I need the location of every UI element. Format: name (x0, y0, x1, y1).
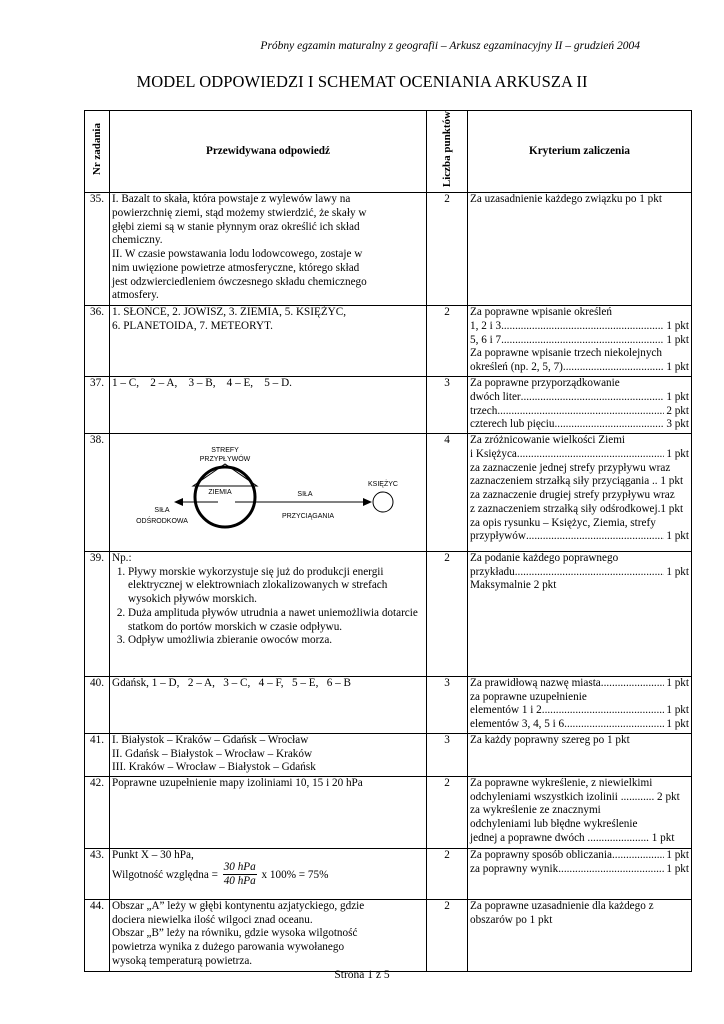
answer-cell: Poprawne uzupełnienie mapy izoliniami 10, 15 i 20 hPa (110, 776, 427, 848)
table-row (85, 733, 692, 776)
row-number: 43. (85, 848, 110, 899)
diagram-label-przyplywow: PRZYPŁYWÓW (199, 455, 251, 463)
points-cell: 2 (427, 848, 468, 899)
row-number: 38. (85, 433, 110, 551)
diagram-label-odsrodkowa: ODŚRODKOWA (136, 517, 188, 525)
diagram-label-sila-2: SIŁA (154, 506, 170, 514)
gravity-arrowhead (363, 498, 372, 506)
page-footer: Strona 1 z 5 (334, 969, 390, 981)
points-cell: 3 (427, 676, 468, 733)
answer-cell: I. Białystok – Kraków – Gdańsk – Wrocław II. Gdańsk – Białystok – Wrocław – Kraków III. Kraków – Wrocław – Białystok – Gdańsk (110, 733, 427, 776)
diagram-label-ziemia: ZIEMIA (208, 488, 232, 496)
row-number: 39. (85, 551, 110, 676)
points-cell: 2 (427, 776, 468, 848)
answer-cell (110, 433, 427, 551)
answer-cell: I. Bazalt to skała, która powstaje z wylewów lawy na powierzchnię ziemi, stąd możemy stwierdzić, że skały w głębi ziemi są w stanie płynnym oraz określić ich skład chemiczny. II. W czasie powstawania lodu lodowcowego, zostaje w nim uwięzione powietrze atmosferyczne, którego skład jest odzwierciedleniem ówczesnego składu chemicznego atmosfery. (110, 192, 427, 305)
tide-diagram (110, 434, 427, 546)
table-row (85, 899, 692, 971)
points-cell: 2 (427, 192, 468, 305)
earth-circle (195, 467, 255, 527)
answer-cell: Gdańsk, 1 – D, 2 – A, 3 – C, 4 – F, 5 – E, 6 – B (110, 676, 427, 733)
diagram-label-strefy: STREFY (211, 446, 239, 454)
criterion-cell: Za uzasadnienie każdego związku po 1 pkt (468, 192, 692, 305)
list-item: 1. Pływy morskie wykorzystuje się już do produkcji energii elektrycznej w elektrowniach zlokalizowanych w strefach wysokich pływów morskich. (128, 566, 424, 607)
header-answer: Przewidywana odpowiedź (110, 111, 427, 193)
list-item: 2. Duża amplituda pływów utrudnia a nawet uniemożliwia dotarcie statkom do portów morskich w czasie odpływu. (128, 607, 424, 635)
table-row (85, 551, 692, 676)
page-header: Próbny egzamin maturalny z geografii – Arkusz egzaminacyjny II – grudzień 2004 (260, 40, 640, 52)
criterion-cell: Za poprawny sposób obliczania ..... 1 pkt za poprawny wynik ..... 1 pkt (468, 848, 692, 899)
criterion-cell: Za każdy poprawny szereg po 1 pkt (468, 733, 692, 776)
points-cell: 4 (427, 433, 468, 551)
list-item: 3. Odpływ umożliwia zbieranie owoców morza. (128, 634, 424, 648)
centrifugal-arrowhead (174, 498, 183, 506)
row-number: 35. (85, 192, 110, 305)
diagram-label-przyciagania: PRZYCIĄGANIA (281, 512, 335, 520)
answer-cell: Punkt X – 30 hPa, Wilgotność względna = $\frac{\text{30 hPa}}{\text{40 hPa}}$ x 100% = 75% (110, 848, 427, 899)
table-row (85, 676, 692, 733)
criterion-cell: Za prawidłową nazwę miasta ..... 1 pkt za poprawne uzupełnienie elementów 1 i 2 ..... 1 pkt elementów 3, 4, 5 i 6 ..... 1 pkt (468, 676, 692, 733)
table-row (85, 776, 692, 848)
answer-cell: 1 – C, 2 – A, 3 – B, 4 – E, 5 – D. (110, 376, 427, 433)
table-row (85, 376, 692, 433)
points-cell: 2 (427, 305, 468, 376)
page-title: MODEL ODPOWIEDZI I SCHEMAT OCENIANIA ARKUSZA II (136, 72, 588, 91)
moon-circle (373, 492, 393, 512)
points-cell: 3 (427, 733, 468, 776)
answer-key-table (84, 110, 692, 972)
header-points: Liczba punktów (427, 111, 468, 193)
points-cell: 3 (427, 376, 468, 433)
criterion-cell: Za poprawne wykreślenie, z niewielkimi odchyleniami wszystkich izolinii ............ 2 pkt za wykreślenie ze znacznymi odchyleniami lub błędne wykreślenie jednej a poprawne dwóch ...................... 1 pkt (468, 776, 692, 848)
criterion-cell: Za zróżnicowanie wielkości Ziemi i Księżyca ..... 1 pkt za zaznaczenie jednej strefy przypływu wraz zaznaczeniem strzałką siły przyciągania .. 1 pkt za zaznaczenie drugiej strefy przypływu wraz z zaznaczeniem strzałką siły odśrodkowej.1 pkt za opis rysunku – Księżyc, Ziemia, strefy przypływów ..... 1 pkt (468, 433, 692, 551)
fraction: $\frac{\text{30 hPa}}{\text{40 hPa}}$ (223, 860, 256, 888)
table-row (85, 305, 692, 376)
table-row (85, 192, 692, 305)
row-number: 37. (85, 376, 110, 433)
diagram-label-sila: SIŁA (297, 490, 313, 498)
points-cell: 2 (427, 551, 468, 676)
row-number: 41. (85, 733, 110, 776)
table-header-row (85, 111, 692, 193)
criterion-cell: Za poprawne wpisanie określeń 1, 2 i 3 ..... 1 pkt 5, 6 i 7 ..... 1 pkt Za poprawne wpisanie trzech niekolejnych określeń (np. 2, 5, 7) ..... 1 pkt (468, 305, 692, 376)
row-number: 40. (85, 676, 110, 733)
answer-cell: Np.: 1. Pływy morskie wykorzystuje się już do produkcji energii elektrycznej w elektrowniach zlokalizowanych w strefach wysokich pływów morskich. 2. Duża amplituda pływów utrudnia a nawet uniemożliwia dotarcie statkom do portów morskich w czasie odpływu. 3. Odpływ umożliwia zbieranie owoców morza. (110, 551, 427, 676)
criterion-cell: Za podanie każdego poprawnego przykładu ..... 1 pkt Maksymalnie 2 pkt (468, 551, 692, 676)
answer-cell: Obszar „A” leży w głębi kontynentu azjatyckiego, gdzie dociera niewielka ilość wilgoci znad oceanu. Obszar „B” leży na równiku, gdzie wysoka wilgotność powietrza wynika z dużego parowania wywołanego wysoką temperaturą powietrza. (110, 899, 427, 971)
row-number: 36. (85, 305, 110, 376)
header-criterion: Kryterium zaliczenia (468, 111, 692, 193)
row-number: 44. (85, 899, 110, 971)
table-row (85, 433, 692, 551)
criterion-cell: Za poprawne uzasadnienie dla każdego z obszarów po 1 pkt (468, 899, 692, 971)
header-nr: Nr zadania (85, 111, 110, 193)
criterion-cell: Za poprawne przyporządkowanie dwóch liter ..... 1 pkt trzech ..... 2 pkt czterech lub pięciu ..... 3 pkt (468, 376, 692, 433)
answer-cell: 1. SŁOŃCE, 2. JOWISZ, 3. ZIEMIA, 5. KSIĘŻYC, 6. PLANETOIDA, 7. METEORYT. (110, 305, 427, 376)
points-cell: 2 (427, 899, 468, 971)
row-number: 42. (85, 776, 110, 848)
table-row (85, 848, 692, 899)
diagram-label-ksiezyc: KSIĘŻYC (368, 480, 398, 488)
